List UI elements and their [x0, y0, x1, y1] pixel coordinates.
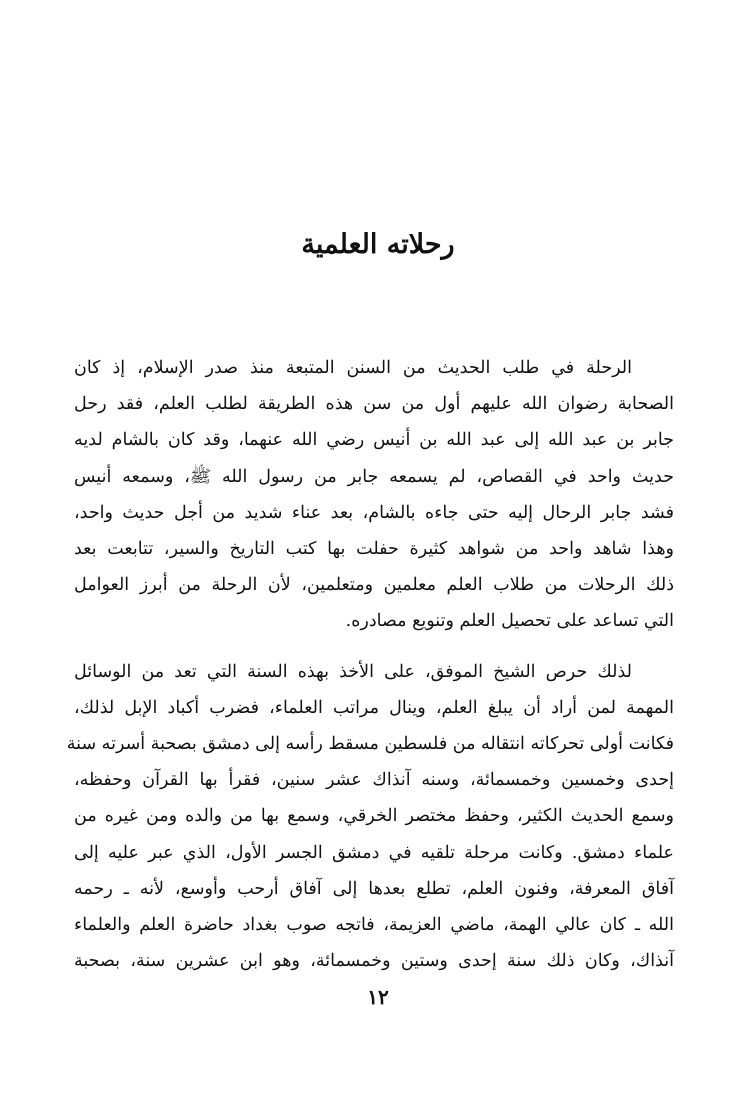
text-line: الرحلة في طلب الحديث من السنن المتبعة منذ صدر الإسلام، إذ كان	[74, 358, 632, 378]
text-line: فشد جابر الرحال إليه حتى جاءه بالشام، بعد عناء شديد من أجل حديث واحد،	[74, 502, 674, 523]
text-line: الصحابة رضوان الله عليهم أول من سن هذه الطريقة لطلب العلم، فقد رحل	[74, 394, 674, 415]
text-line: ذلك الرحلات من طلاب العلم معلمين ومتعلمين، لأن الرحلة من أبرز العوامل	[74, 575, 674, 596]
text-line: المهمة لمن أراد أن يبلغ العلم، وينال مراتب العلماء، فضرب أكباد الإبل لذلك،	[74, 697, 674, 718]
page-number: ١٢	[367, 985, 389, 1009]
text-line: علماء دمشق. وكانت مرحلة تلقيه في دمشق الجسر الأول، الذي عبر عليه إلى	[74, 842, 674, 863]
text-line: جابر بن عبد الله إلى عبد الله بن أنيس رضي الله عنهما، وقد كان بالشام لديه	[74, 430, 674, 451]
text-line: حديث واحد في القصاص، لم يسمعه جابر من رسول الله ﷺ، وسمعه أنيس	[74, 466, 674, 487]
text-line: وهذا شاهد واحد من شواهد كثيرة حفلت بها كتب التاريخ والسير، تتابعت بعد	[74, 539, 674, 560]
text-line: فكانت أولى تحركاته انتقاله من فلسطين مسقط رأسه إلى دمشق بصحبة أسرته سنة	[66, 734, 674, 755]
text-line: آفاق المعرفة، وفنون العلم، تطلع بعدها إلى آفاق أرحب وأوسع، لأنه ـ رحمه	[74, 878, 674, 899]
chapter-title: رحلاته العلمية	[301, 229, 455, 260]
body-text	[66, 350, 674, 979]
paragraph-1	[74, 350, 674, 640]
text-line: آنذاك، وكان ذلك سنة إحدى وستين وخمسمائة، وهو ابن عشرين سنة، بصحبة	[74, 951, 674, 972]
text-line: لذلك حرص الشيخ الموفق، على الأخذ بهذه السنة التي تعد من الوسائل	[74, 661, 632, 682]
text-line: التي تساعد على تحصيل العلم وتنويع مصادره.	[345, 611, 674, 632]
text-line: الله ـ كان عالي الهمة، ماضي العزيمة، فاتجه صوب بغداد حاضرة العلم والعلماء	[74, 915, 674, 936]
text-line: إحدى وخمسين وخمسمائة، وسنه آنذاك عشر سنين، فقرأ بها القرآن وحفظه،	[74, 770, 674, 791]
paragraph-2	[66, 654, 674, 980]
text-line: وسمع الحديث الكثير، وحفظ مختصر الخرقي، وسمع بها من والده ومن غيره من	[74, 806, 674, 827]
